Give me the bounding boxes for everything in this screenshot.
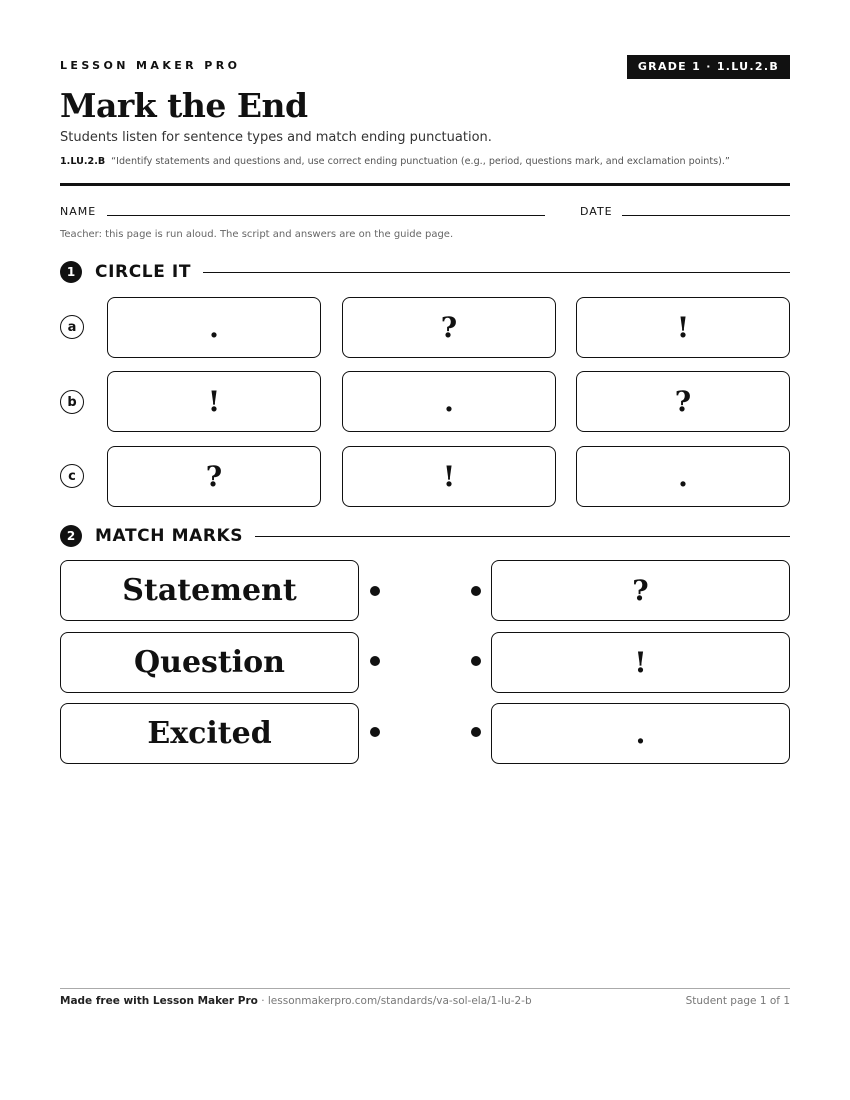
section-title: MATCH MARKS: [95, 526, 244, 546]
choice-box[interactable]: .: [576, 446, 790, 507]
section-divider: [203, 272, 790, 273]
choice-box[interactable]: ?: [576, 371, 790, 432]
right-match-dot[interactable]: [471, 656, 481, 666]
left-match-dot[interactable]: [370, 656, 380, 666]
standard-line: [60, 156, 730, 167]
row-label-c: c: [60, 464, 84, 488]
row-label-b: b: [60, 390, 84, 414]
right-match-dot[interactable]: [471, 586, 481, 596]
footer-page-info: Student page 1 of 1: [685, 995, 790, 1007]
left-match-dot[interactable]: [370, 586, 380, 596]
choice-box[interactable]: ?: [107, 446, 321, 507]
footer-credit: [60, 995, 532, 1007]
section-number-badge: 2: [60, 525, 82, 547]
section-divider: [255, 536, 790, 537]
footer-url[interactable]: · lessonmakerpro.com/standards/va-sol-ela/1-lu-2-b: [257, 995, 532, 1007]
page-subtitle: Students listen for sentence types and match ending punctuation.: [60, 130, 492, 145]
teacher-note: Teacher: this page is run aloud. The script and answers are on the guide page.: [60, 229, 454, 240]
choice-box[interactable]: !: [107, 371, 321, 432]
standard-code: 1.LU.2.B: [60, 156, 106, 167]
match-term-question: Question: [60, 632, 359, 693]
date-label: DATE: [580, 205, 613, 218]
row-label-a: a: [60, 315, 84, 339]
choice-box[interactable]: !: [342, 446, 556, 507]
worksheet-page: [60, 0, 790, 1100]
match-mark: ?: [491, 560, 790, 621]
section-title: CIRCLE IT: [95, 262, 192, 282]
match-mark: !: [491, 632, 790, 693]
header-divider: [60, 183, 790, 186]
choice-box[interactable]: .: [107, 297, 321, 358]
match-term-statement: Statement: [60, 560, 359, 621]
footer-divider: [60, 988, 790, 989]
match-mark: .: [491, 703, 790, 764]
name-field[interactable]: [107, 215, 545, 216]
choice-box[interactable]: ?: [342, 297, 556, 358]
match-term-excited: Excited: [60, 703, 359, 764]
name-label: NAME: [60, 205, 97, 218]
left-match-dot[interactable]: [370, 727, 380, 737]
brand-name: LESSON MAKER PRO: [60, 59, 241, 72]
footer-made-with: Made free with Lesson Maker Pro: [60, 995, 258, 1007]
section-1-header: [60, 260, 790, 284]
standard-text: “Identify statements and questions and, use correct ending punctuation (e.g., period, questions mark, and exclamation points).”: [111, 156, 730, 167]
page-title: Mark the End: [60, 86, 308, 125]
choice-box[interactable]: .: [342, 371, 556, 432]
section-number-badge: 1: [60, 261, 82, 283]
choice-box[interactable]: !: [576, 297, 790, 358]
right-match-dot[interactable]: [471, 727, 481, 737]
grade-badge: GRADE 1 · 1.LU.2.B: [627, 55, 790, 79]
date-field[interactable]: [622, 215, 790, 216]
section-2-header: [60, 524, 790, 548]
